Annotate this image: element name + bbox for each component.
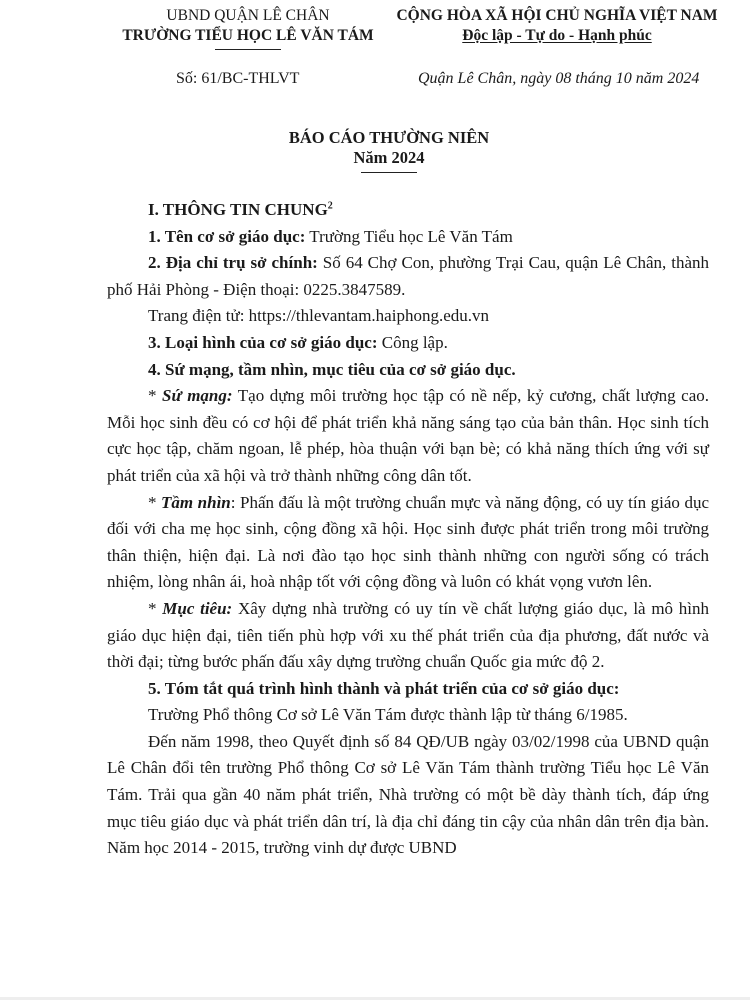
report-title: BÁO CÁO THƯỜNG NIÊN — [288, 128, 490, 147]
report-year: Năm 2024 — [353, 148, 425, 167]
national-motto: Độc lập - Tự do - Hạnh phúc — [462, 27, 652, 44]
history-paragraph-2: Đến năm 1998, theo Quyết định số 84 QĐ/UB ngày 03/02/1998 của UBND quận Lê Chân đổi tên trường Phổ thông Cơ sở Lê Văn Tám thành trường Tiểu học Lê Văn Tám. Trải qua gần 40 năm phát triển, Nhà trường có một bề dày thành tích, đáp ứng mục tiêu giáo dục và phát triển dân trí, là địa chỉ đáng tin cậy của nhân dân trên địa bàn. Năm học 2014 - 2015, trường vinh dự được UBND — [107, 731, 709, 858]
mission-paragraph: * Sứ mạng: Tạo dựng môi trường học tập có nề nếp, kỷ cương, chất lượng cao. Mỗi học sinh đều có cơ hội để phát triển khả năng sáng tạo của bản thân. Học sinh tích cực học tập, chăm ngoan, lễ phép, hòa thuận với bạn bè; có khả năng thích ứng với sự phát triển của xã hội và trở thành những công dân tốt. — [107, 386, 710, 485]
section-heading: I. THÔNG TIN CHUNG$^2$ — [148, 200, 333, 219]
report-title-block — [0, 127, 750, 173]
history-paragraph-1: Trường Phổ thông Cơ sở Lê Văn Tám được thành lập từ tháng 6/1985. — [148, 705, 628, 725]
country-name: CỘNG HÒA XÃ HỘI CHỦ NGHĨA VIỆT NAM — [396, 7, 718, 24]
document-body — [107, 197, 709, 862]
item-address: 2. Địa chỉ trụ sở chính: Số 64 Chợ Con, phường Trại Cau, quận Lê Chân, thành phố Hải Phòng - Điện thoại: 0225.3847589. — [107, 253, 709, 299]
document-date: Quận Lê Chân, ngày 08 tháng 10 năm 2024 — [418, 70, 700, 87]
title-divider — [361, 172, 417, 173]
school-name: TRƯỜNG TIỂU HỌC LÊ VĂN TÁM — [122, 27, 374, 44]
header-left-divider — [215, 49, 281, 50]
goal-paragraph: * Mục tiêu: Xây dựng nhà trường có uy tín về chất lượng giáo dục, là mô hình giáo dục hiện đại, tiên tiến phù hợp với xu thế phát triển của địa phương, đất nước và thời đại; từng bước phấn đấu xây dựng trường chuẩn Quốc gia mức độ 2. — [107, 598, 710, 672]
vision-paragraph: * Tầm nhìn: Phấn đấu là một trường chuẩn mực và năng động, có uy tín giáo dục đối với cha mẹ học sinh, cộng đồng xã hội. Học sinh được phát triển trong môi trường thân thiện, hiện đại. Là nơi đào tạo học sinh thành những con người sống có trách nhiệm, lòng nhân ái, hoà nhập tốt với cộng đồng và luôn có khát vọng vươn lên. — [107, 492, 709, 592]
footnote-reference: 2 — [327, 200, 333, 212]
item-mission-vision-heading: 4. Sứ mạng, tầm nhìn, mục tiêu của cơ sở giáo dục. — [148, 359, 516, 379]
item-website: Trang điện tử: https://thlevantam.haiphong.edu.vn — [148, 306, 489, 326]
item-school-name: 1. Tên cơ sở giáo dục: Trường Tiểu học Lê Văn Tám — [148, 226, 513, 246]
document-number: Số: 61/BC-THLVT — [176, 70, 300, 87]
authority-name: UBND QUẬN LÊ CHÂN — [166, 7, 330, 24]
issuing-authority-block — [108, 6, 388, 50]
item-school-type: 3. Loại hình của cơ sở giáo dục: Công lập. — [148, 332, 448, 352]
national-motto-block — [382, 6, 732, 46]
item-history-heading: 5. Tóm tắt quá trình hình thành và phát triển của cơ sở giáo dục: — [148, 678, 620, 698]
